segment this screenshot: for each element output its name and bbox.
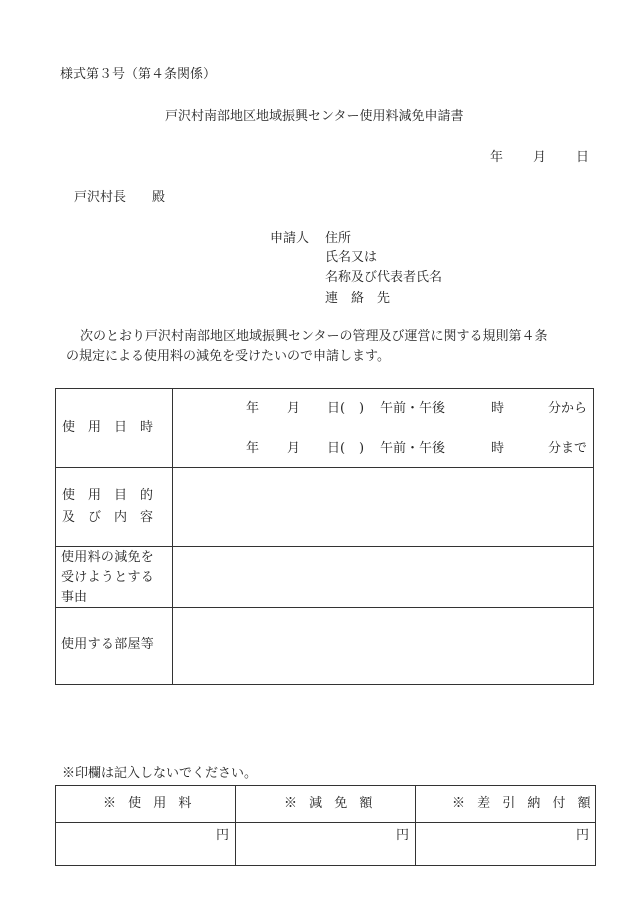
fee-yen: 円 — [216, 828, 230, 843]
form-title: 戸沢村南部地区地域振興センター使用料減免申請書 — [165, 109, 464, 124]
form-number: 様式第３号（第４条関係） — [60, 67, 217, 82]
purpose-label-line1: 使用目的 — [62, 488, 167, 503]
applicant-address-label: 住所 — [325, 231, 352, 246]
start-ampm: 午前・午後 — [380, 401, 446, 416]
rooms-label: 使用する部屋等 — [61, 637, 155, 652]
applicant-contact-label: 連 絡 先 — [325, 291, 391, 306]
applicant-label: 申請人 — [270, 231, 310, 246]
usage-datetime-label: 使用日時 — [62, 420, 167, 435]
start-minute-from: 分から — [548, 401, 588, 416]
purpose-label-line2: 及び内容 — [62, 510, 167, 525]
start-month: 月 — [287, 401, 301, 416]
end-minute-to: 分まで — [548, 441, 588, 456]
reason-label-line1: 使用料の減免を — [61, 550, 155, 565]
date-year: 年 — [490, 150, 504, 165]
office-use-note: ※印欄は記入しないでください。 — [62, 766, 258, 781]
office-col-reduction: ※ 減 免 額 — [284, 796, 377, 811]
end-month: 月 — [287, 441, 301, 456]
applicant-name-label: 氏名又は — [325, 250, 378, 265]
start-paren-close: ) — [359, 401, 365, 416]
reason-label-line3: 事由 — [61, 590, 88, 605]
body-text-line1: 次のとおり戸沢村南部地区地域振興センターの管理及び運営に関する規則第４条 — [80, 329, 548, 344]
addressee: 戸沢村長 殿 — [74, 190, 166, 205]
date-day: 日 — [576, 150, 590, 165]
start-hour: 時 — [491, 401, 505, 416]
start-day: 日( — [327, 401, 346, 416]
reason-label-line2: 受けようとする — [61, 570, 155, 585]
body-text-line2: の規定による使用料の減免を受けたいので申請します。 — [66, 349, 390, 364]
office-col-payment: ※ 差 引 納 付 額 — [452, 796, 595, 811]
payment-yen: 円 — [576, 828, 590, 843]
end-day: 日( — [327, 441, 346, 456]
date-month: 月 — [533, 150, 547, 165]
office-col-fee: ※ 使 用 料 — [103, 796, 196, 811]
end-paren-close: ) — [359, 441, 365, 456]
end-year: 年 — [246, 441, 260, 456]
applicant-representative-label: 名称及び代表者氏名 — [325, 270, 443, 285]
end-ampm: 午前・午後 — [380, 441, 446, 456]
end-hour: 時 — [491, 441, 505, 456]
reduction-yen: 円 — [396, 828, 410, 843]
start-year: 年 — [246, 401, 260, 416]
